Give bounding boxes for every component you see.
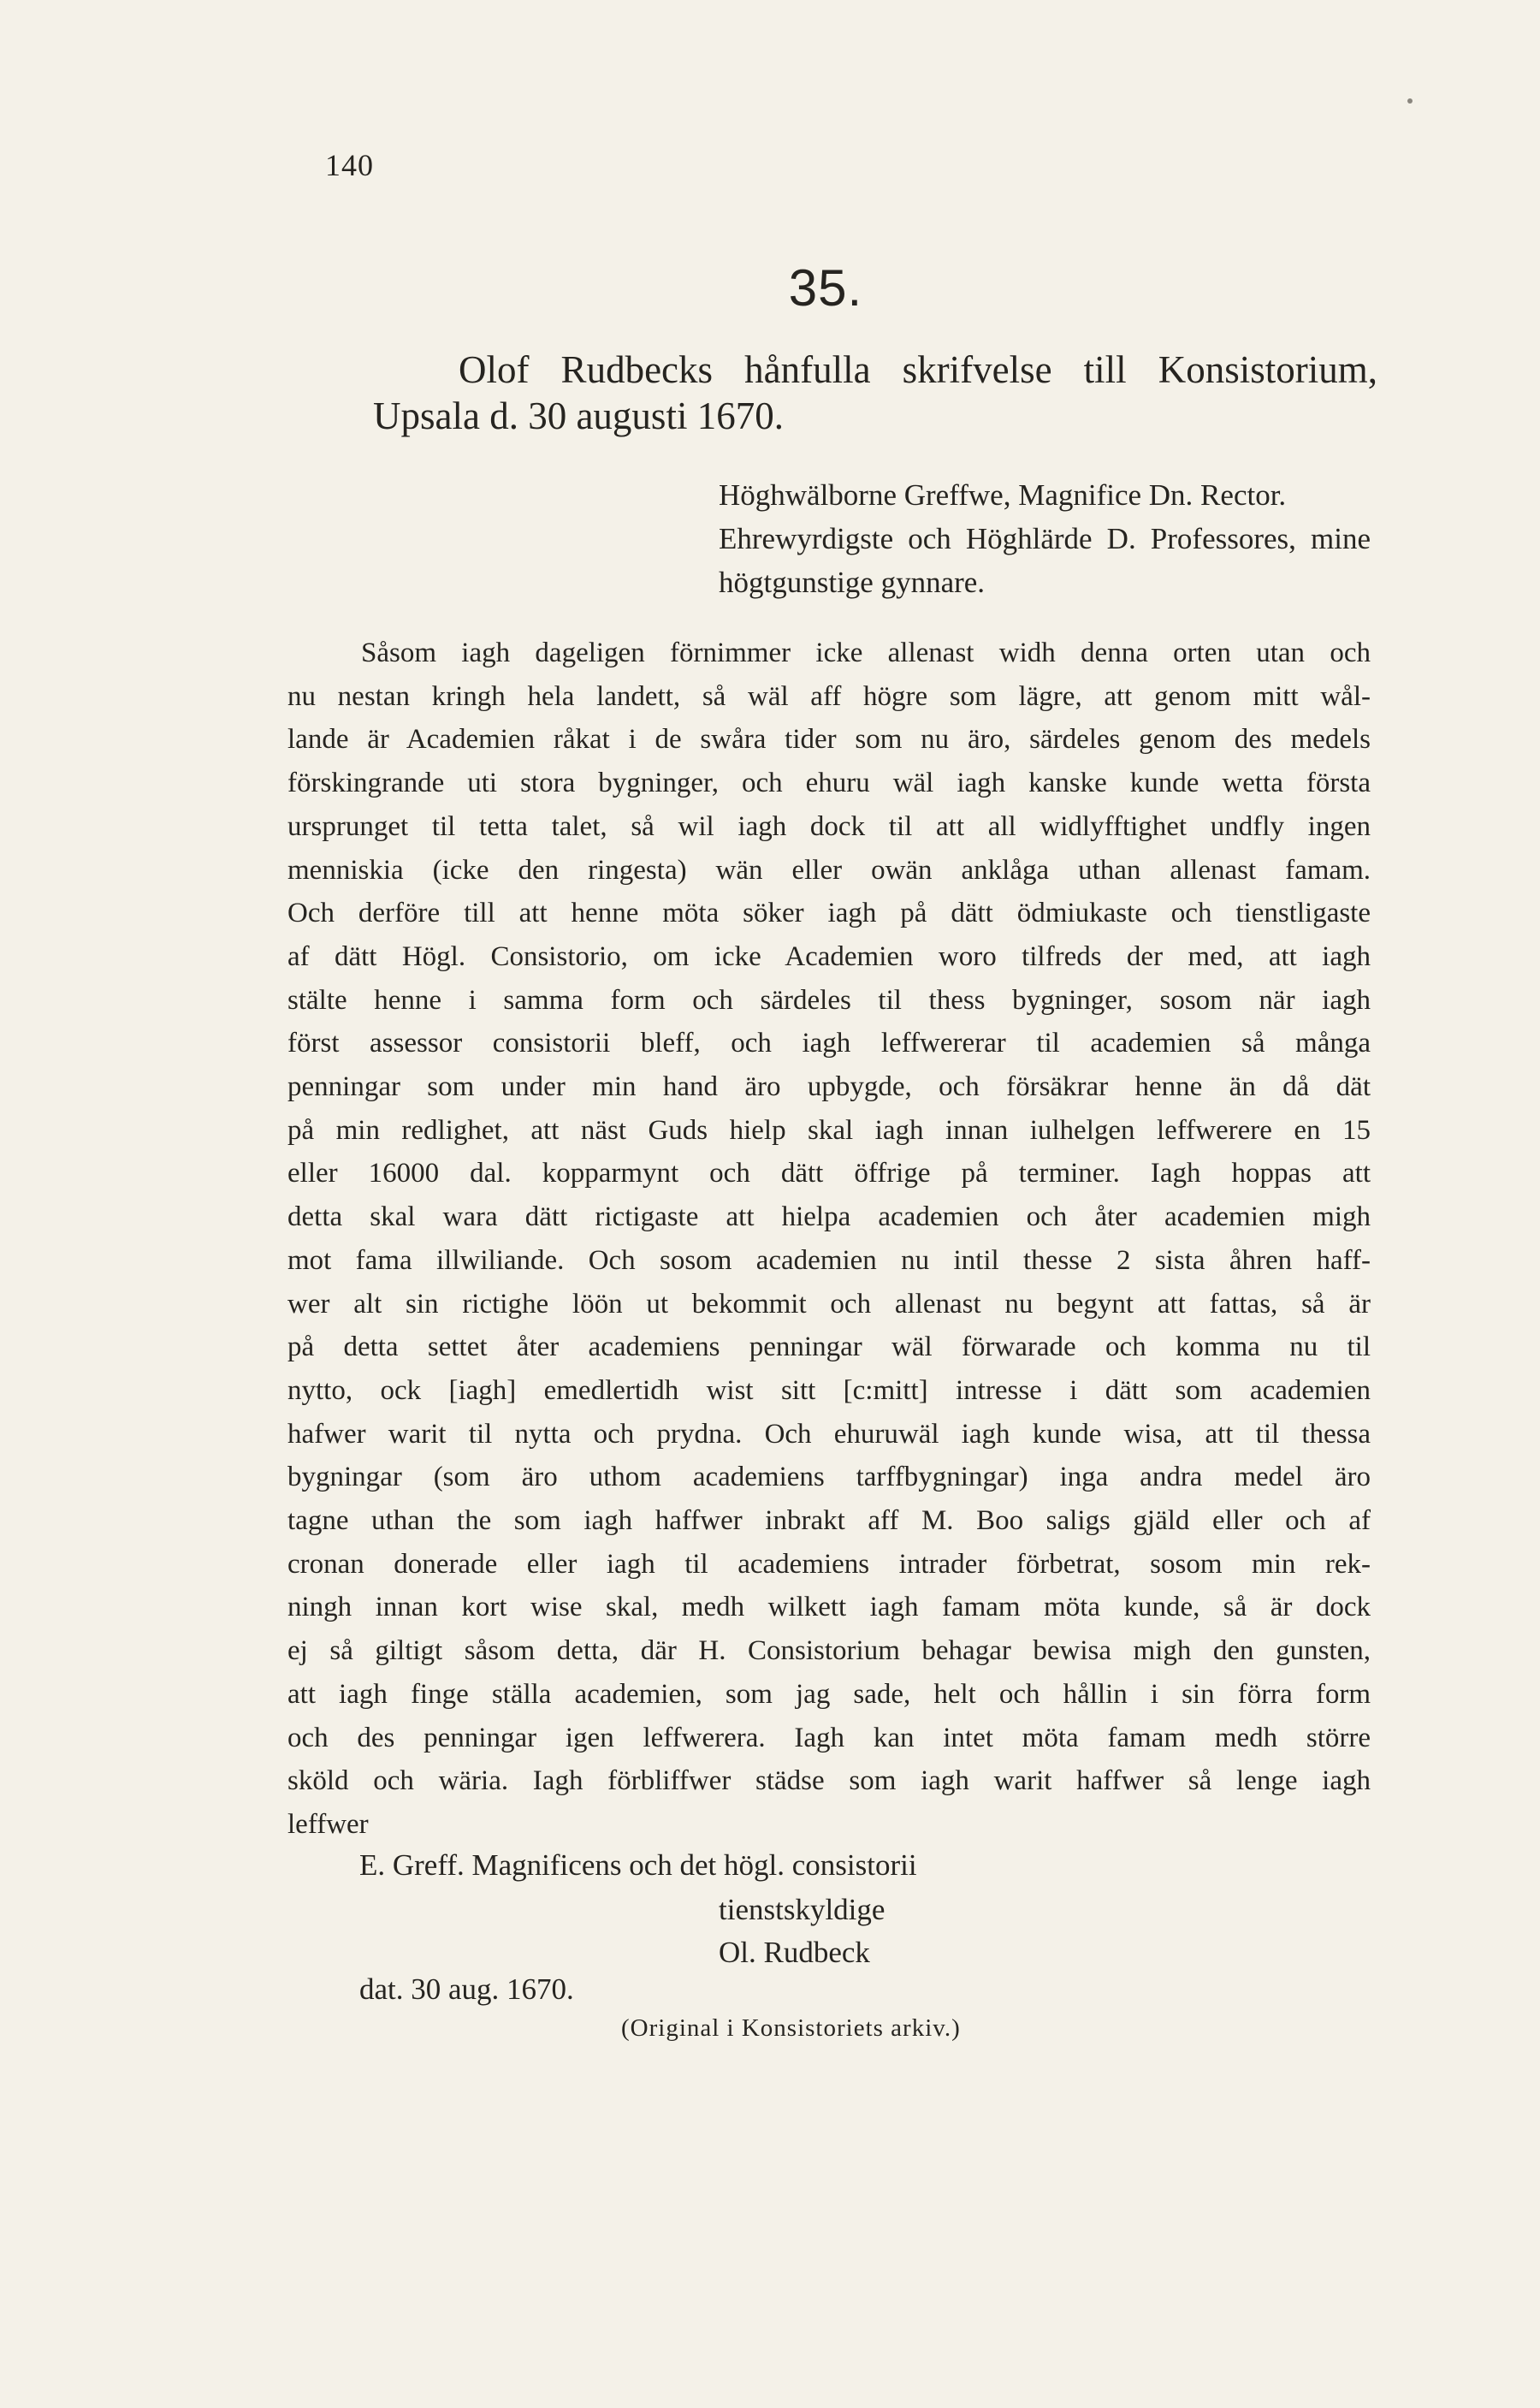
body-line: wer alt sin rictighe löön ut bekommit och allenast nu begynt att fattas, så är	[287, 1288, 1371, 1320]
signature: Ol. Rudbeck	[719, 1936, 870, 1969]
body-line: och des penningar igen leffwerera. Iagh kan intet möta famam medh större	[287, 1722, 1371, 1753]
body-line: lande är Academien råkat i de swåra tider som nu äro, särdeles genom des medels	[287, 724, 1371, 756]
closing-title: tienstskyldige	[719, 1893, 886, 1926]
body-line: menniskia (icke den ringesta) wän eller owän anklåga uthan allenast famam.	[287, 854, 1371, 886]
salutation-line: Höghwälborne Greffwe, Magnifice Dn. Rector.	[719, 478, 1287, 512]
body-line: eller 16000 dal. kopparmynt och dätt öffrige på terminer. Iagh hoppas att	[287, 1158, 1371, 1189]
body-line: leffwer	[287, 1808, 369, 1840]
body-line: förskingrande uti stora bygninger, och ehuru wäl iagh kanske kunde wetta första	[287, 768, 1371, 799]
body-line: tagne uthan the som iagh haffwer inbrakt aff M. Boo saligs gjäld eller och af	[287, 1505, 1371, 1537]
body-line: sköld och wäria. Iagh förbliffwer städse som iagh warit haffwer så lenge iagh	[287, 1765, 1371, 1797]
document-number: 35.	[788, 259, 863, 317]
body-line: mot fama illwiliande. Och sosom academien nu intil thesse 2 sista åhren haff-	[287, 1244, 1371, 1276]
body-line: detta skal wara dätt rictigaste att hielpa academien och åter academien migh	[287, 1201, 1371, 1233]
body-line: först assessor consistorii bleff, och iagh leffwererar til academien så många	[287, 1028, 1371, 1059]
letter-date: dat. 30 aug. 1670.	[359, 1972, 574, 2006]
closing-greeting: E. Greff. Magnificens och det högl. consistorii	[359, 1848, 917, 1882]
body-line: att iagh finge ställa academien, som jag sade, helt och hållin i sin förra form	[287, 1678, 1371, 1710]
title-line-2: Upsala d. 30 augusti 1670.	[373, 394, 784, 437]
source-note: (Original i Konsistoriets arkiv.)	[621, 2014, 961, 2042]
body-line: nu nestan kringh hela landett, så wäl aff högre som lägre, att genom mitt wål-	[287, 680, 1371, 712]
body-line: på detta settet åter academiens penningar wäl förwarade och komma nu til	[287, 1332, 1371, 1363]
body-line: nytto, ock [iagh] emedlertidh wist sitt [c:mitt] intresse i dätt som academien	[287, 1374, 1371, 1406]
body-line: af dätt Högl. Consistorio, om icke Academien woro tilfreds der med, att iagh	[287, 940, 1371, 972]
title-line-1: Olof Rudbecks hånfulla skrifvelse till Konsistorium,	[459, 348, 1377, 391]
salutation-line: högtgunstige gynnare.	[719, 566, 986, 599]
body-line: på min redlighet, att näst Guds hielp skal iagh innan iulhelgen leffwerere en 15	[287, 1114, 1371, 1146]
salutation	[719, 473, 1371, 604]
salutation-line: Ehrewyrdigste och Höghlärde D. Professores, mine	[719, 522, 1371, 555]
body-line: penningar som under min hand äro upbygde, och försäkrar henne än då dät	[287, 1071, 1371, 1103]
page-number: 140	[325, 148, 374, 182]
body-line: hafwer warit til nytta och prydna. Och ehuruwäl iagh kunde wisa, att til thessa	[287, 1418, 1371, 1450]
body-line: ej så giltigt såsom detta, där H. Consistorium behagar bewisa migh den gunsten,	[287, 1635, 1371, 1667]
body-line: Såsom iagh dageligen förnimmer icke allenast widh denna orten utan och	[361, 638, 1371, 668]
body-line: ursprunget til tetta talet, så wil iagh dock til att all widlyfftighet undfly ingen	[287, 810, 1371, 842]
body-line: Och derföre till att henne möta söker iagh på dätt ödmiukaste och tienstligaste	[287, 898, 1371, 929]
body-line: bygningar (som äro uthom academiens tarffbygningar) inga andra medel äro	[287, 1462, 1371, 1493]
body-line: ningh innan kort wise skal, medh wilkett iagh famam möta kunde, så är dock	[287, 1592, 1371, 1623]
letter-body	[287, 632, 1371, 1847]
body-line: cronan donerade eller iagh til academiens intrader förbetrat, sosom min rek-	[287, 1548, 1371, 1580]
print-speck	[1407, 98, 1413, 104]
body-line: stälte henne i samma form och särdeles til thess bygninger, sosom när iagh	[287, 984, 1371, 1016]
